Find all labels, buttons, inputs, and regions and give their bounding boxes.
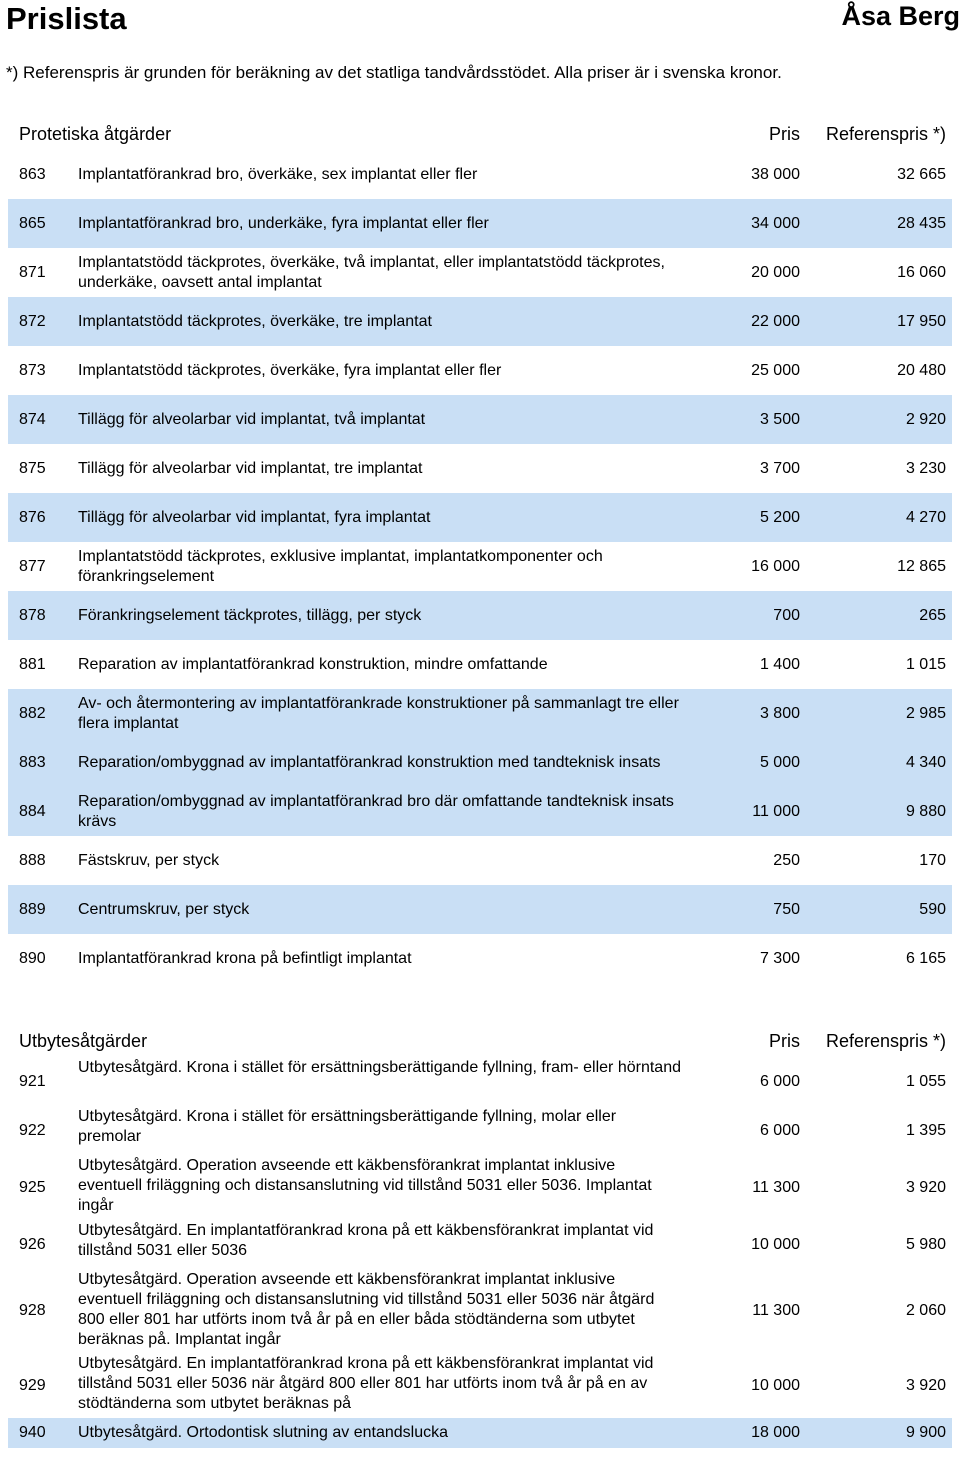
procedure-description: Tillägg för alveolarbar vid implantat, tre implantat	[78, 459, 423, 477]
reference-price: 265	[919, 606, 946, 624]
table-row	[8, 297, 952, 346]
reference-price: 590	[919, 900, 946, 918]
procedure-description: Utbytesåtgärd. Operation avseende ett käkbensförankrat implantat inklusive eventuell friläggning och distansanslutning vid tillstånd 5031 eller 5036. Implantat ingår	[78, 1157, 652, 1214]
procedure-description: Utbytesåtgärd. Operation avseende ett käkbensförankrat implantat inklusive eventuell friläggning och distansanslutning vid tillstånd 5031 eller 5036 när åtgärd 800 eller 801 har utförts inom två år på en eller båda stödtänderna som utbytet beräknas på. Implantat ingår	[78, 1271, 655, 1348]
reference-price: 1 395	[905, 1121, 946, 1139]
price-column-header: Pris	[769, 124, 800, 144]
reference-price: 12 865	[897, 557, 946, 575]
table-row	[8, 787, 952, 836]
reference-price: 16 060	[897, 263, 946, 281]
price: 7 300	[759, 949, 800, 967]
reference-price: 6 165	[905, 949, 946, 967]
reference-price: 4 340	[905, 753, 946, 771]
reference-price: 9 900	[905, 1424, 946, 1441]
procedure-description: Av- och återmontering av implantatförankrade konstruktioner på sammanlagt tre eller flera implantat	[78, 694, 679, 732]
procedure-code: 875	[19, 459, 46, 477]
procedure-code: 878	[19, 606, 46, 624]
reference-price: 5 980	[905, 1235, 946, 1253]
table-row	[8, 346, 952, 395]
procedure-description: Fästskruv, per styck	[78, 851, 220, 869]
procedure-description: Implantatstödd täckprotes, överkäke, tre implantat	[78, 312, 432, 330]
section-protetiska	[8, 116, 952, 983]
price: 6 000	[759, 1072, 800, 1090]
section-utbytes	[8, 1023, 952, 1448]
section-title: Protetiska åtgärder	[19, 124, 172, 144]
table-row	[8, 1057, 952, 1106]
procedure-code: 928	[19, 1302, 46, 1319]
table-row	[8, 640, 952, 689]
procedure-code: 874	[19, 410, 46, 428]
table-row	[8, 444, 952, 493]
procedure-description: Utbytesåtgärd. Krona i stället för ersättningsberättigande fyllning, fram- eller hörntand	[78, 1059, 681, 1076]
reference-price: 28 435	[897, 214, 946, 232]
price: 11 300	[752, 1302, 800, 1319]
procedure-code: 888	[19, 851, 46, 869]
procedure-code: 925	[19, 1178, 46, 1196]
procedure-description: Reparation/ombyggnad av implantatförankrad bro där omfattande tandteknisk insats krävs	[78, 792, 674, 830]
table-row	[8, 199, 952, 248]
procedure-description: Implantatstödd täckprotes, exklusive implantat, implantatkomponenter och förankringselement	[78, 547, 603, 585]
procedure-description: Utbytesåtgärd. Ortodontisk slutning av entandslucka	[78, 1424, 448, 1441]
price: 38 000	[751, 165, 800, 183]
procedure-description: Tillägg för alveolarbar vid implantat, två implantat	[78, 410, 426, 428]
reference-price: 170	[919, 851, 946, 869]
reference-price-column-header: Referenspris *)	[825, 1031, 946, 1051]
procedure-description: Implantatstödd täckprotes, överkäke, fyra implantat eller fler	[78, 361, 502, 379]
reference-price: 1 015	[905, 655, 946, 673]
table-row	[8, 542, 952, 591]
price: 3 800	[759, 704, 800, 722]
procedure-description: Centrumskruv, per styck	[78, 900, 250, 918]
price: 10 000	[751, 1376, 800, 1394]
reference-price: 20 480	[897, 361, 946, 379]
price: 700	[773, 606, 800, 624]
procedure-description: Implantatförankrad bro, överkäke, sex implantat eller fler	[78, 165, 478, 183]
table-row	[8, 1155, 952, 1220]
section-header	[8, 116, 952, 150]
procedure-description: Utbytesåtgärd. En implantatförankrad krona på ett käkbensförankrat implantat vid tillstånd 5031 eller 5036	[78, 1222, 654, 1259]
price: 3 500	[759, 410, 800, 428]
reference-price: 2 985	[905, 704, 946, 722]
procedure-code: 890	[19, 949, 46, 967]
procedure-code: 865	[19, 214, 46, 232]
table-row	[8, 738, 952, 787]
price: 10 000	[751, 1235, 800, 1253]
procedure-description: Reparation/ombyggnad av implantatförankrad konstruktion med tandteknisk insats	[78, 753, 661, 771]
procedure-code: 863	[19, 165, 46, 183]
reference-price-column-header: Referenspris *)	[825, 124, 946, 144]
procedure-code: 876	[19, 508, 46, 526]
table-row	[8, 689, 952, 738]
clinic-owner: Åsa Berg	[841, 1, 960, 31]
price: 11 300	[752, 1178, 800, 1196]
price: 20 000	[751, 263, 800, 281]
procedure-description: Tillägg för alveolarbar vid implantat, fyra implantat	[78, 508, 431, 526]
reference-price: 32 665	[897, 165, 946, 183]
procedure-code: 922	[19, 1121, 46, 1139]
section-title: Utbytesåtgärder	[19, 1031, 148, 1051]
table-row	[8, 1106, 952, 1155]
reference-price: 3 230	[905, 459, 946, 477]
price: 250	[773, 851, 800, 869]
reference-price: 3 920	[905, 1178, 946, 1196]
procedure-description: Utbytesåtgärd. Krona i stället för ersättningsberättigande fyllning, molar eller premolar	[78, 1108, 617, 1145]
price: 1 400	[759, 655, 800, 673]
table-row	[8, 591, 952, 640]
procedure-code: 877	[19, 557, 46, 575]
table-row	[8, 1269, 952, 1353]
price: 18 000	[751, 1424, 800, 1441]
page-title: Prislista	[6, 1, 127, 36]
procedure-code: 926	[19, 1235, 46, 1253]
price: 3 700	[759, 459, 800, 477]
table-row	[8, 885, 952, 934]
procedure-code: 882	[19, 704, 46, 722]
procedure-code: 872	[19, 312, 46, 330]
procedure-description: Implantatstödd täckprotes, överkäke, två implantat, eller implantatstödd täckprotes, underkäke, oavsett antal implantat	[78, 253, 665, 291]
section-header	[8, 1023, 952, 1057]
procedure-code: 889	[19, 900, 46, 918]
price: 5 000	[759, 753, 800, 771]
reference-price-note: *) Referenspris är grunden för beräkning av det statliga tandvårdsstödet. Alla priser är i svenska kronor.	[6, 63, 782, 82]
table-row	[8, 395, 952, 444]
procedure-code: 873	[19, 361, 46, 379]
price: 11 000	[752, 802, 800, 820]
reference-price: 17 950	[897, 312, 946, 330]
reference-price: 1 055	[905, 1072, 946, 1090]
reference-price: 2 060	[905, 1302, 946, 1319]
reference-price: 9 880	[905, 802, 946, 820]
procedure-code: 921	[19, 1072, 46, 1090]
table-row	[8, 493, 952, 542]
price: 34 000	[751, 214, 800, 232]
price-column-header: Pris	[769, 1031, 800, 1051]
procedure-description: Förankringselement täckprotes, tillägg, per styck	[78, 606, 422, 624]
reference-price: 3 920	[905, 1376, 946, 1394]
price: 5 200	[759, 508, 800, 526]
price-table	[8, 150, 952, 983]
procedure-code: 881	[19, 655, 46, 673]
procedure-code: 929	[19, 1376, 46, 1394]
procedure-code: 883	[19, 753, 46, 771]
procedure-code: 871	[19, 263, 46, 281]
reference-price: 2 920	[905, 410, 946, 428]
procedure-code: 884	[19, 802, 46, 820]
procedure-description: Implantatförankrad bro, underkäke, fyra implantat eller fler	[78, 214, 489, 232]
price: 25 000	[751, 361, 800, 379]
price: 750	[773, 900, 800, 918]
price: 22 000	[751, 312, 800, 330]
price-table	[8, 1057, 952, 1448]
table-row	[8, 150, 952, 199]
reference-price: 4 270	[905, 508, 946, 526]
procedure-description: Reparation av implantatförankrad konstruktion, mindre omfattande	[78, 655, 548, 673]
procedure-code: 940	[19, 1424, 46, 1441]
table-row	[8, 1418, 952, 1448]
table-row	[8, 836, 952, 885]
procedure-description: Utbytesåtgärd. En implantatförankrad krona på ett käkbensförankrat implantat vid tillstånd 5031 eller 5036 när åtgärd 800 eller 801 har utförts inom två år på en av stödtänderna som utbytet beräknas på	[78, 1355, 654, 1412]
price: 16 000	[751, 557, 800, 575]
table-row	[8, 1353, 952, 1418]
price: 6 000	[759, 1121, 800, 1139]
table-row	[8, 934, 952, 983]
table-row	[8, 1220, 952, 1269]
procedure-description: Implantatförankrad krona på befintligt implantat	[78, 949, 412, 967]
table-row	[8, 248, 952, 297]
